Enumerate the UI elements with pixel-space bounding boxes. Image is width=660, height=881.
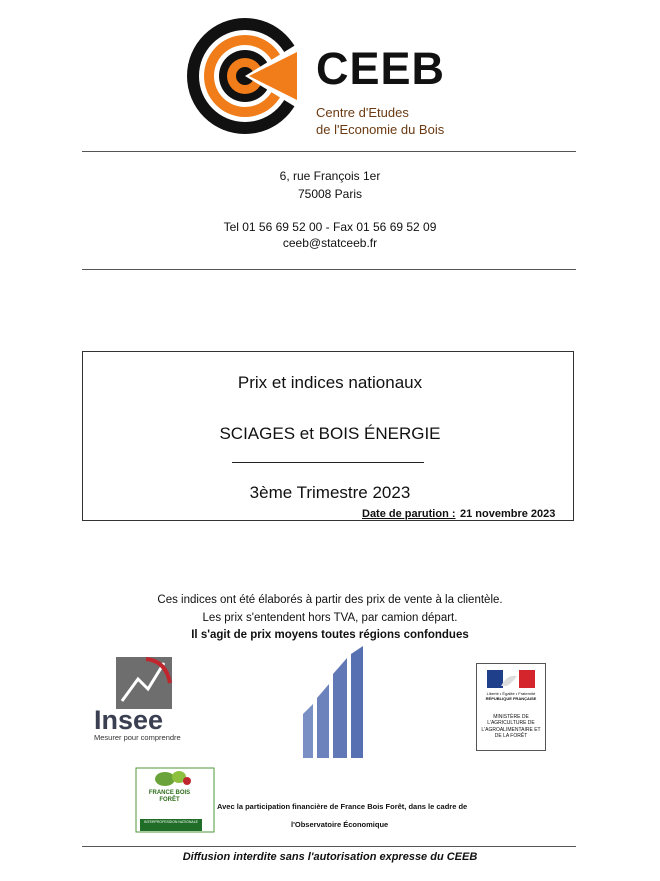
- footer-divider: [82, 846, 576, 847]
- contact-divider: [82, 269, 576, 270]
- publication-date: 21 novembre 2023: [460, 508, 556, 520]
- title-line-1: Prix et indices nationaux: [237, 373, 423, 392]
- insee-logo-mark: [116, 657, 172, 709]
- fbf-band-text: INTERPROFESSION NATIONALE: [144, 820, 198, 824]
- footer-disclaimer: Diffusion interdite sans l'autorisation expresse du CEEB: [182, 851, 478, 863]
- note-line-3: Il s'agit de prix moyens toutes régions confondues: [191, 629, 469, 641]
- gov-republic: RÉPUBLIQUE FRANÇAISE: [485, 695, 537, 701]
- header-divider: [82, 151, 576, 152]
- note-line-2: Les prix s'entendent hors TVA, par camion départ.: [202, 612, 458, 624]
- phone-fax: Tel 01 56 69 52 00 - Fax 01 56 69 52 09: [223, 220, 437, 234]
- title-line-3: 3ème Trimestre 2023: [249, 483, 411, 502]
- email[interactable]: ceeb@statceeb.fr: [282, 236, 378, 250]
- gov-motto: Liberté • Égalité • Fraternité: [486, 691, 536, 696]
- logo-subtitle-2: de l'Economie du Bois: [316, 122, 445, 137]
- partner-line-1: Avec la participation financière de France Bois Forêt, dans le cadre de: [217, 802, 468, 811]
- logo-subtitle-1: Centre d'Etudes: [316, 105, 409, 120]
- stat-bars-logo: [303, 646, 363, 758]
- gov-tagline: [478, 692, 544, 702]
- insee-chart-icon: [116, 657, 172, 709]
- address-city: 75008 Paris: [297, 187, 363, 201]
- marianne-icon: [477, 668, 545, 690]
- fbf-name: FRANCE BOIS FORÊT: [148, 790, 191, 803]
- title-line-2: SCIAGES et BOIS ÉNERGIE: [219, 424, 441, 443]
- note-line-1: Ces indices ont été élaborés à partir des prix de vente à la clientèle.: [157, 594, 503, 606]
- insee-name: Insee: [94, 705, 164, 735]
- insee-tagline: Mesurer pour comprendre: [94, 733, 181, 742]
- partner-line-2: l'Observatoire Économique: [291, 820, 389, 829]
- ceeb-logo-mark: [185, 16, 305, 136]
- ministry-name: MINISTÈRE DE L'AGRICULTURE DE L'AGROALIMENTAIRE ET DE LA FORÊT: [481, 714, 541, 739]
- logo-name: CEEB: [316, 43, 446, 94]
- title-divider: [232, 462, 424, 463]
- publication-date-label: Date de parution :: [362, 508, 456, 520]
- address-street: 6, rue François 1er: [279, 169, 381, 183]
